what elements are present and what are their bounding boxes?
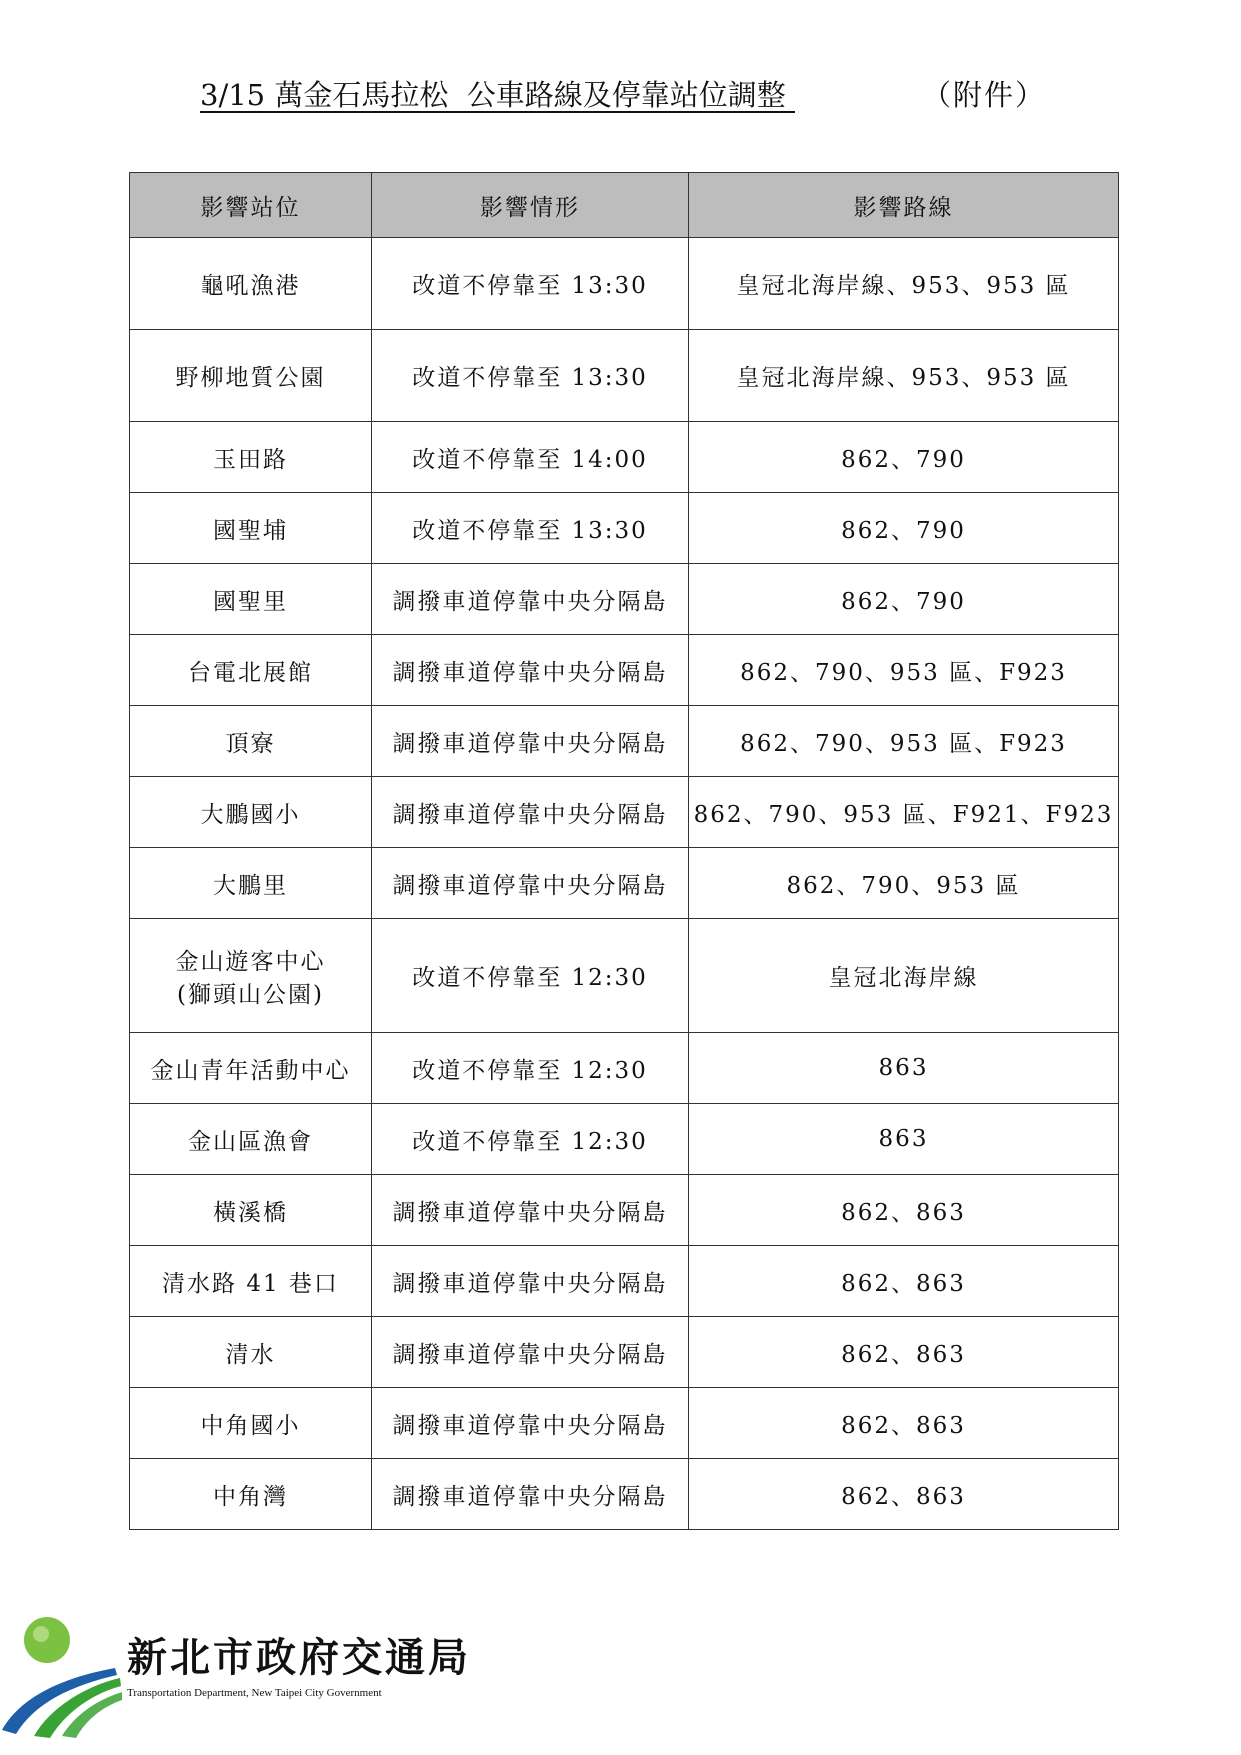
stop-name: 頂寮 [225,730,276,757]
cell-stop [130,635,372,706]
cell-stop [130,330,372,422]
cell-stop [130,1246,372,1317]
table-row [130,635,1119,706]
cell-routes: 863 [689,1104,1119,1175]
cell-stop [130,848,372,919]
header-impact-status: 影響情形 [372,173,689,238]
stop-name: 龜吼漁港 [200,273,301,299]
table-row [130,238,1119,330]
cell-status: 改道不停靠至 12:30 [372,919,689,1033]
cell-status: 調撥車道停靠中央分隔島 [372,706,689,777]
stop-name: 國聖里 [213,588,288,615]
cell-stop [130,919,372,1033]
stop-name: 金山青年活動中心 [150,1057,351,1084]
stop-name: 玉田路 [213,446,288,473]
table-row [130,848,1119,919]
cell-routes: 863 [689,1033,1119,1104]
attachment-label: （附件） [922,78,1047,112]
cell-status: 調撥車道停靠中央分隔島 [372,1246,689,1317]
stop-name: 國聖埔 [213,517,288,544]
cell-stop [130,1175,372,1246]
cell-stop [130,1317,372,1388]
cell-stop [130,777,372,848]
cell-routes: 862、790、953 區、F923 [689,706,1119,777]
table-row [130,422,1119,493]
cell-status: 改道不停靠至 14:00 [372,422,689,493]
cell-status: 調撥車道停靠中央分隔島 [372,1175,689,1246]
header-affected-routes: 影響路線 [689,173,1119,238]
table-row [130,706,1119,777]
table-row [130,1317,1119,1388]
cell-status: 調撥車道停靠中央分隔島 [372,1388,689,1459]
cell-routes: 862、863 [689,1388,1119,1459]
table-row [130,1175,1119,1246]
cell-routes: 862、790、953 區、F921、F923 [689,777,1119,848]
cell-stop [130,1033,372,1104]
cell-routes: 862、863 [689,1459,1119,1530]
cell-status: 改道不停靠至 13:30 [372,238,689,330]
logo-name-en: Transportation Department, New Taipei City Government [127,1687,382,1699]
cell-routes: 皇冠北海岸線、953、953 區 [689,330,1119,422]
cell-status: 調撥車道停靠中央分隔島 [372,564,689,635]
cell-routes: 皇冠北海岸線 [689,919,1119,1033]
cell-status: 調撥車道停靠中央分隔島 [372,1459,689,1530]
cell-routes: 皇冠北海岸線、953、953 區 [689,238,1119,330]
stop-name: 金山區漁會 [188,1128,313,1155]
table-row [130,1104,1119,1175]
cell-stop [130,1104,372,1175]
stop-name: 大鵬國小 [200,801,301,828]
cell-status: 調撥車道停靠中央分隔島 [372,635,689,706]
cell-stop [130,564,372,635]
table-row [130,1388,1119,1459]
document-header [0,72,1241,118]
table-row [130,1459,1119,1530]
cell-status: 調撥車道停靠中央分隔島 [372,848,689,919]
stop-name: 台電北展館 [188,659,313,686]
stop-name: 清水路 41 巷口 [162,1270,339,1297]
table-row [130,564,1119,635]
cell-routes: 862、790、953 區 [689,848,1119,919]
cell-stop [130,706,372,777]
cell-status: 改道不停靠至 12:30 [372,1033,689,1104]
header-affected-stop: 影響站位 [130,173,372,238]
table-row [130,1246,1119,1317]
table-row [130,777,1119,848]
cell-stop [130,422,372,493]
table-row [130,330,1119,422]
stop-name: 橫溪橋 [213,1199,288,1226]
route-adjustment-table [129,172,1119,1530]
stop-name: 中角灣 [213,1483,288,1510]
cell-stop [130,1459,372,1530]
cell-routes: 862、790 [689,422,1119,493]
cell-status: 改道不停靠至 12:30 [372,1104,689,1175]
cell-status: 改道不停靠至 13:30 [372,493,689,564]
stop-name: 野柳地質公園 [175,365,326,391]
cell-stop [130,1388,372,1459]
logo-mark-icon [0,1608,130,1738]
stop-name: 金山遊客中心 [175,948,326,975]
cell-stop [130,238,372,330]
table-row [130,493,1119,564]
cell-routes: 862、863 [689,1175,1119,1246]
stop-name-line2: (獅頭山公園) [177,981,324,1008]
stop-name: 大鵬里 [213,872,288,899]
stop-name: 清水 [225,1341,276,1368]
cell-routes: 862、863 [689,1246,1119,1317]
cell-routes: 862、863 [689,1317,1119,1388]
table-row [130,919,1119,1033]
table-header-row [130,173,1119,238]
cell-routes: 862、790 [689,493,1119,564]
stop-name: 中角國小 [200,1412,301,1439]
table-row [130,1033,1119,1104]
cell-status: 調撥車道停靠中央分隔島 [372,1317,689,1388]
cell-routes: 862、790 [689,564,1119,635]
document-title: 3/15 萬金石馬拉松 公車路線及停靠站位調整 [200,78,795,112]
cell-status: 調撥車道停靠中央分隔島 [372,777,689,848]
cell-routes: 862、790、953 區、F923 [689,635,1119,706]
logo-name-zh: 新北市政府交通局 [127,1634,471,1681]
cell-stop [130,493,372,564]
cell-status: 改道不停靠至 13:30 [372,330,689,422]
